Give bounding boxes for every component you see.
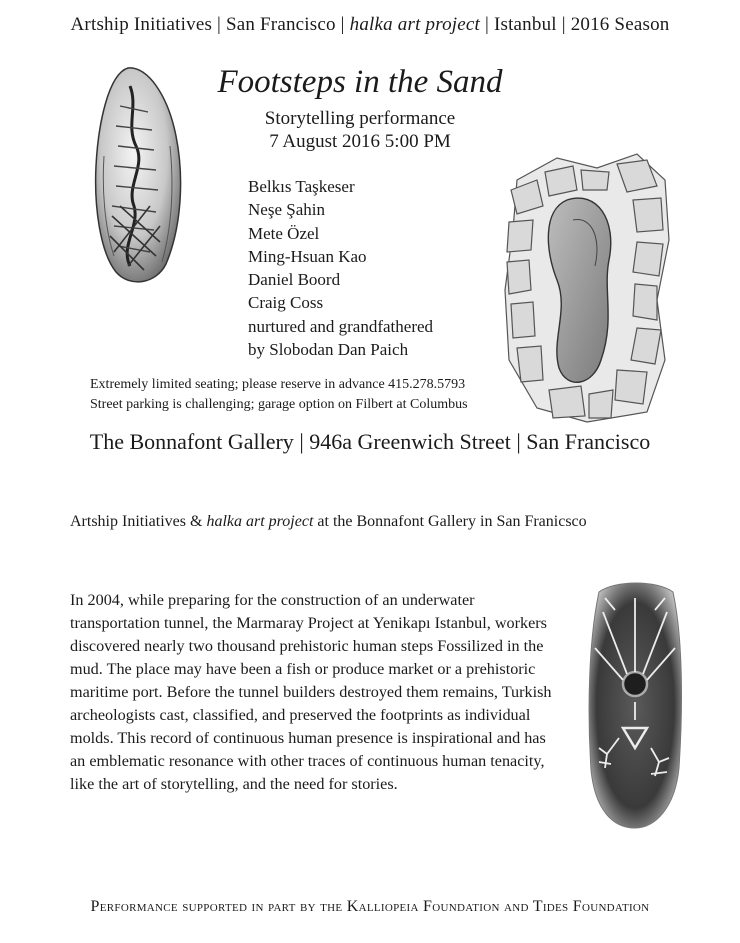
intro-line xyxy=(70,513,587,531)
performer-credit: nurtured and grandfathered xyxy=(248,316,434,336)
header-separator: | xyxy=(561,14,566,35)
performer-name: Neşe Şahin xyxy=(248,200,325,220)
venue-address: 946a Greenwich Street xyxy=(309,429,511,454)
seating-note: Extremely limited seating; please reserve in advance 415.278.5793 xyxy=(90,377,466,392)
event-title: Footsteps in the Sand xyxy=(217,64,503,100)
footprint-mold-illustration xyxy=(585,578,685,830)
header-separator: | xyxy=(484,14,489,35)
performer-name: Belkıs Taşkeser xyxy=(248,177,355,196)
event-notes xyxy=(90,375,468,415)
venue-city: San Francisco xyxy=(526,429,651,454)
sandal-illustration xyxy=(90,66,185,288)
footer-credit: Performance supported in part by the Kalliopeia Foundation and Tides Foundation xyxy=(90,898,650,915)
performer-name: Mete Özel xyxy=(248,223,320,243)
performer-name: Ming-Hsuan Kao xyxy=(248,246,367,266)
header-line xyxy=(0,14,740,36)
performer-name: Craig Coss xyxy=(248,293,324,313)
header-project: halka art project xyxy=(349,14,481,35)
footprint-illustration xyxy=(497,150,677,425)
venue-separator: | xyxy=(299,429,304,454)
performers-list xyxy=(248,175,433,361)
intro-project: halka art project xyxy=(206,513,314,530)
event-subtitle: Storytelling performance xyxy=(264,108,456,129)
intro-org: Artship Initiatives & xyxy=(70,513,207,530)
performer-credit: by Slobodan Dan Paich xyxy=(248,340,409,360)
header-separator: | xyxy=(217,14,222,35)
intro-location: at the Bonnafont Gallery in San Franicsco xyxy=(313,513,587,530)
header-city-sf: San Francisco xyxy=(225,14,336,35)
performer-name: Daniel Boord xyxy=(248,270,341,290)
event-datetime: 7 August 2016 5:00 PM xyxy=(269,131,451,152)
venue-separator: | xyxy=(516,429,521,454)
header-separator: | xyxy=(340,14,345,35)
parking-note: Street parking is challenging; garage option on Filbert at Columbus xyxy=(90,397,468,412)
body-paragraph: In 2004, while preparing for the construction of an underwater transportation tunnel, the Marmaray Project at Yenikapı Istanbul, workers discovered nearly two thousand prehistoric human steps Fossilized in the mud. The place may have been a fish or produce market or a prehistoric maritime port. Before the tunnel builders destroyed them remains, Turkish archeologists cast, classified, and preserved the footprints as individual molds. This record of continuous human presence is inspirational and has an emblematic resonance with other traces of continuous human tenacity, like the art of storytelling, and the need for stories. xyxy=(70,591,552,793)
venue-line xyxy=(0,429,740,455)
venue-name: The Bonnafont Gallery xyxy=(89,429,294,454)
header-org: Artship Initiatives xyxy=(70,14,213,35)
header-season: 2016 Season xyxy=(570,14,670,35)
header-city-istanbul: Istanbul xyxy=(493,14,557,35)
